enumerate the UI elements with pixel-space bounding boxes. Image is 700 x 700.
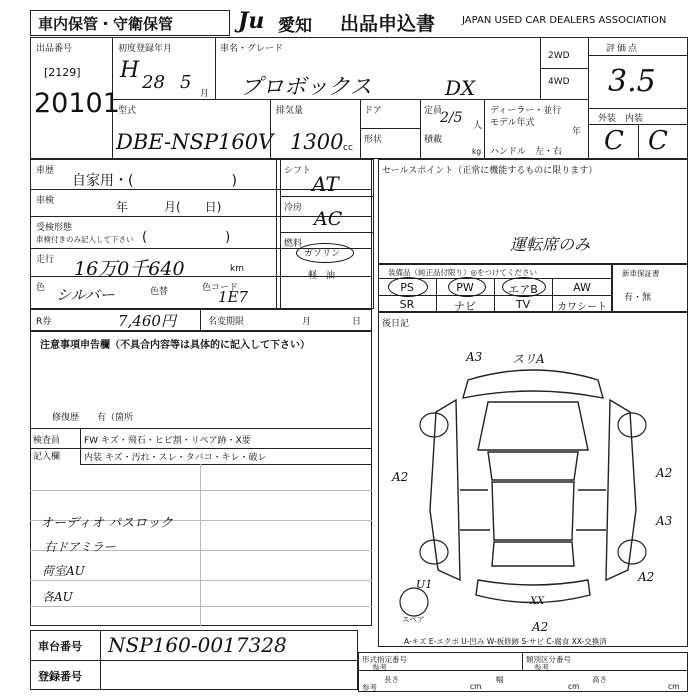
storage-label: 車内保管・守衛保管 bbox=[38, 15, 174, 33]
exterior-grade: C bbox=[604, 126, 624, 156]
warranty-label: 新車保証書 bbox=[622, 269, 660, 278]
dim-ref-3: 参考 bbox=[362, 683, 377, 692]
equip-airbag: エアB bbox=[508, 283, 538, 296]
capacity-label: 定員 bbox=[424, 106, 443, 116]
mark-a3-right: A3 bbox=[656, 514, 673, 528]
ju-logo bbox=[238, 8, 264, 34]
reg-year-label: 初度登録年月 bbox=[118, 44, 173, 54]
history-value: 自家用・( ) bbox=[72, 173, 237, 189]
mileage-unit: km bbox=[230, 264, 244, 274]
color-label: 色 bbox=[36, 283, 46, 293]
equip-pw: PW bbox=[456, 281, 474, 294]
equip-leather: カワシート bbox=[557, 302, 607, 313]
dim-height: 高さ bbox=[592, 675, 607, 684]
reg-month: 5 bbox=[180, 72, 192, 93]
ju-logo-text: Ju bbox=[238, 8, 265, 34]
shape-label: 形状 bbox=[364, 135, 383, 145]
recycle-value: 7,460円 bbox=[118, 312, 176, 330]
inspector-fw: FW キズ・飛石・ヒビ割・リペア跡・X要 bbox=[84, 436, 251, 446]
color-code-value: 1E7 bbox=[218, 288, 249, 306]
chassis-value: NSP160-0017328 bbox=[108, 633, 287, 657]
car-hood bbox=[478, 402, 588, 450]
dim-label-2: 類別区分番号 bbox=[526, 655, 571, 664]
cc-label: 排気量 bbox=[276, 106, 304, 116]
spare-label: スペア bbox=[402, 615, 425, 624]
dim-length: 長さ bbox=[384, 675, 399, 684]
ac-value: AC bbox=[314, 208, 343, 230]
shift-label: シフト bbox=[284, 166, 312, 176]
spare-tire bbox=[400, 588, 428, 616]
car-name: プロボックス bbox=[240, 75, 372, 100]
cc-unit: cc bbox=[343, 143, 353, 153]
inspection-value: 年 月( 日) bbox=[116, 200, 222, 214]
inspector-label: 検査員 bbox=[33, 436, 61, 446]
equip-ps: PS bbox=[400, 281, 414, 294]
rear-note-label: 後日記 bbox=[382, 319, 410, 329]
mark-scratch-top: スリA bbox=[512, 352, 545, 366]
dims-box bbox=[358, 652, 688, 692]
recycle-label: R券 bbox=[36, 317, 52, 327]
mark-xx: XX bbox=[530, 596, 545, 607]
dim-label-1: 形式指定番号 bbox=[362, 655, 407, 664]
load-unit: kg bbox=[472, 147, 482, 156]
lot-label: 出品番号 bbox=[36, 44, 73, 54]
name-change-month: 月 bbox=[302, 317, 312, 327]
warranty-value: 有・無 bbox=[624, 293, 652, 303]
dim-height-cm: cm bbox=[668, 682, 680, 691]
score-label: 評価点 bbox=[606, 44, 640, 54]
equip-tv: TV bbox=[515, 298, 531, 311]
capacity-unit: 人 bbox=[473, 121, 483, 131]
interior-grade: C bbox=[648, 126, 668, 156]
chassis-label: 車台番号 bbox=[38, 640, 82, 653]
color-code-label: 色コード bbox=[202, 283, 239, 293]
model-year-label: モデル年式 bbox=[490, 118, 535, 128]
airbag-circle bbox=[502, 277, 546, 297]
capacity-value: 2/5 bbox=[440, 110, 463, 126]
color-change-label: 色替 bbox=[150, 287, 169, 297]
dim-ref-2: 参考 bbox=[534, 663, 549, 672]
equip-navi: ナビ bbox=[454, 300, 476, 313]
mark-a2-bottom: A2 bbox=[532, 620, 549, 634]
name-change-label: 名変期限 bbox=[208, 317, 245, 327]
mark-a2-left: A2 bbox=[392, 470, 409, 484]
fuel-gas: ガソリン bbox=[304, 249, 341, 259]
model-code: DBE-NSP160V bbox=[116, 130, 274, 154]
equip-aw: AW bbox=[573, 281, 591, 294]
ac-label: 冷房 bbox=[284, 203, 303, 213]
dim-width-cm: cm bbox=[568, 682, 580, 691]
inspection-label: 車検 bbox=[36, 196, 55, 206]
mileage-label: 走行 bbox=[36, 255, 55, 265]
grade: DX bbox=[445, 76, 476, 100]
shift-value: AT bbox=[312, 172, 339, 196]
reg-era: H bbox=[120, 58, 140, 83]
lot-sub: [2129] bbox=[44, 66, 81, 79]
pw-circle bbox=[448, 277, 486, 297]
drive-4wd: 4WD bbox=[548, 77, 570, 87]
note-line-3: 荷室AU bbox=[42, 564, 85, 578]
mark-a2-right: A2 bbox=[656, 466, 673, 480]
cc-value: 1300 bbox=[290, 130, 344, 154]
org-name: 愛知 bbox=[278, 16, 312, 36]
color-value: シルバー bbox=[56, 286, 115, 304]
car-left-side bbox=[430, 400, 460, 580]
notes-box bbox=[30, 331, 372, 626]
car-name-label: 車名・グレード bbox=[220, 44, 284, 54]
sales-label: セールスポイント（正常に機能するものに限ります） bbox=[382, 166, 598, 176]
dim-width: 幅 bbox=[496, 675, 504, 684]
handle-label: ハンドル 左・右 bbox=[490, 147, 563, 157]
door-label: ドア bbox=[364, 106, 382, 116]
dim-length-cm: cm bbox=[470, 682, 482, 691]
car-roof bbox=[492, 482, 574, 540]
damage-legend: A-キズ E-エクボ U-凹み W-板修跡 S-サビ C-腐食 XX-交換済 bbox=[404, 637, 607, 646]
name-change-day: 日 bbox=[352, 317, 362, 327]
history-label: 車歴 bbox=[36, 166, 55, 176]
form-title: 出品申込書 bbox=[340, 13, 436, 35]
mileage-value: 16万0千640 bbox=[74, 258, 185, 280]
receipt-note: 車検付きのみ記入して下さい bbox=[36, 235, 134, 244]
fuel-diesel: 軽 油 bbox=[308, 271, 336, 281]
mark-a2-rear-right: A2 bbox=[638, 570, 655, 584]
notes-label: 注意事項申告欄（不具合内容等は具体的に記入して下さい） bbox=[40, 340, 310, 351]
type-label: 型式 bbox=[118, 106, 137, 116]
car-front-bumper bbox=[463, 370, 603, 398]
reg-month-unit: 月 bbox=[200, 89, 210, 99]
dim-ref-1: 参考 bbox=[372, 663, 387, 672]
drive-2wd: 2WD bbox=[548, 51, 570, 61]
car-right-side bbox=[606, 400, 636, 580]
receipt-label: 受検形態 bbox=[36, 223, 73, 233]
equipment-label: 装備品（純正品付限り）◎をつけてください bbox=[388, 268, 538, 277]
note-line-1: オーディオ パスロック bbox=[40, 516, 173, 531]
receipt-value: ( ) bbox=[142, 230, 231, 245]
note-line-4: 各AU bbox=[42, 590, 73, 604]
ps-circle bbox=[388, 277, 428, 297]
car-rear-window bbox=[492, 542, 574, 566]
load-label: 積載 bbox=[424, 135, 443, 145]
score-value: 3.5 bbox=[608, 64, 656, 99]
mark-a3-top: A3 bbox=[466, 350, 483, 364]
fuel-label: 燃料 bbox=[284, 239, 303, 249]
repair-label: 修復歴 有（箇所 bbox=[52, 413, 134, 423]
entry-interior: 内装 キズ・汚れ・スレ・タバコ・キレ・破レ bbox=[84, 453, 267, 463]
entry-label: 記入欄 bbox=[33, 452, 61, 462]
car-windshield bbox=[488, 452, 578, 480]
note-line-2: 右ドアミラー bbox=[44, 540, 116, 554]
plate-label: 登録番号 bbox=[38, 670, 82, 683]
association-name: JAPAN USED CAR DEALERS ASSOCIATION bbox=[462, 15, 667, 26]
dealer-label: ディーラー・並行 bbox=[490, 106, 562, 116]
mark-u1: U1 bbox=[416, 578, 433, 591]
sales-note: 運転席のみ bbox=[510, 235, 591, 254]
equip-sr: SR bbox=[399, 298, 415, 311]
lot-number: 20101 bbox=[34, 88, 120, 119]
model-year-unit: 年 bbox=[572, 127, 582, 137]
ext-int-label: 外装 内装 bbox=[598, 114, 644, 124]
recycle-box bbox=[30, 309, 372, 331]
reg-year: 28 bbox=[142, 72, 165, 93]
